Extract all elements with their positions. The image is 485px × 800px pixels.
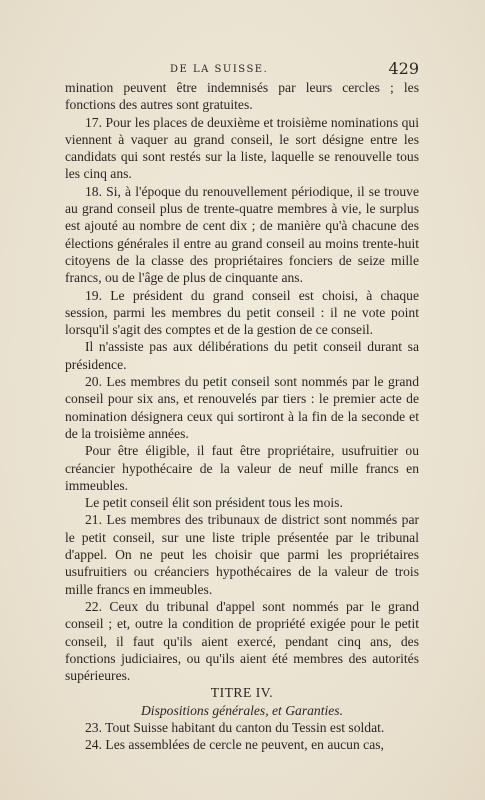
running-head: DE LA SUISSE. [170, 64, 269, 75]
paragraph: 23. Tout Suisse habitant du canton du Tessin est soldat. [85, 719, 385, 735]
paragraph: Le petit conseil élit son président tous les mois. [85, 495, 343, 511]
paragraph: mination peuvent être indemnisés par leurs cercles ; les fonctions des autres sont gratuites. [65, 80, 419, 113]
section-title: TITRE IV. [210, 685, 274, 701]
paragraph: 24. Les assemblées de cercle ne peuvent, en aucun cas, [85, 737, 384, 753]
paragraph: 17. Pour les places de deuxième et troisième nominations qui viennent à vaquer au grand conseil, le sort désigne entre les candidats qui sont restés sur la liste, laquelle se renouvelle tous les cinq ans. [65, 114, 419, 182]
paragraph: Il n'assiste pas aux délibérations du petit conseil durant sa présidence. [65, 339, 419, 372]
paragraph: 22. Ceux du tribunal d'appel sont nommés par le grand conseil ; et, outre la condition de propriété exigée pour le petit conseil, il faut qu'ils aient exercé, pendant cinq ans, des fonctions judiciaires, ou qu'ils aient été membres des autorités supérieures. [65, 598, 419, 684]
section-subtitle: Dispositions générales, et Garanties. [140, 702, 343, 718]
paragraph: 21. Les membres des tribunaux de district sont nommés par le petit conseil, sur une liste triple présentée par le tribunal d'appel. On ne peut les choisir que parmi les propriétaires usufruitiers ou créanciers hypothécaires de la valeur de trois mille francs en immeubles. [65, 512, 419, 597]
page-header [0, 60, 485, 80]
page-number: 429 [388, 59, 419, 78]
paragraph: 19. Le président du grand conseil est choisi, à chaque session, parmi les membres du petit conseil : il ne vote point lorsqu'il s'agit des comptes et de la gestion de ce conseil. [65, 287, 419, 338]
paragraph: Pour être éligible, il faut être propriétaire, usufruitier ou créancier hypothécaire de la valeur de neuf mille francs en immeubles. [65, 443, 419, 493]
body-text [65, 79, 419, 754]
paragraph: 20. Les membres du petit conseil sont nommés par le grand conseil pour six ans, et renouvelés par tiers : le premier acte de nomination désignera ceux qui sortiront à la fin de la seconde et de la troisième années. [65, 374, 419, 441]
paragraph: 18. Si, à l'époque du renouvellement périodique, il se trouve au grand conseil plus de trente-quatre membres à vie, le surplus est ajouté au nombre de cent dix ; de manière qu'à chacune des élections générales il entre au grand conseil au moins trente-huit citoyens de la classe des propriétaires fonciers de seize mille francs, ou de l'âge de plus de cinquante ans. [65, 183, 419, 286]
